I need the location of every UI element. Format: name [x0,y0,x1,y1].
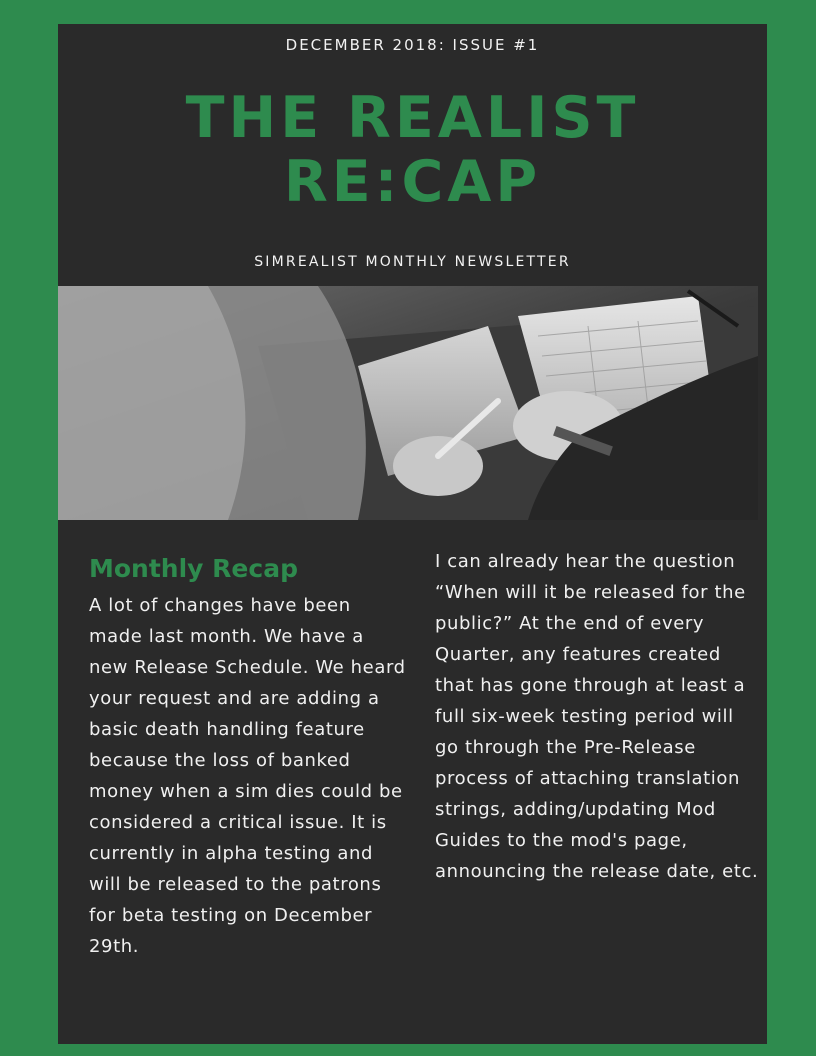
right-column-body: I can already hear the question “When will it be released for the public?” At the end of every Quarter, any features created that has gone through at least a full six-week testing period will go through the Pre-Release process of attaching translation strings, adding/updating Mod Guides to the mod's page, announcing the release date, etc. [435,551,759,882]
newsletter-subtitle: SIMREALIST MONTHLY NEWSLETTER [254,254,571,270]
title-line-2: RE:CAP [283,149,542,215]
left-column [89,548,409,962]
business-meeting-photo [58,286,758,520]
right-column [435,546,760,887]
monthly-recap-heading: Monthly Recap [89,554,298,583]
title-line-1: THE REALIST [185,85,640,151]
newsletter-panel [58,24,767,1044]
left-column-body: A lot of changes have been made last month. We have a new Release Schedule. We heard your request and are adding a basic death handling feature because the loss of banked money when a sim dies could be considered a critical issue. It is currently in alpha testing and will be released to the patrons for beta testing on December 29th. [89,595,406,957]
newsletter-title [58,86,767,214]
issue-line: DECEMBER 2018: ISSUE #1 [285,36,540,54]
photo-illustration [58,286,758,520]
